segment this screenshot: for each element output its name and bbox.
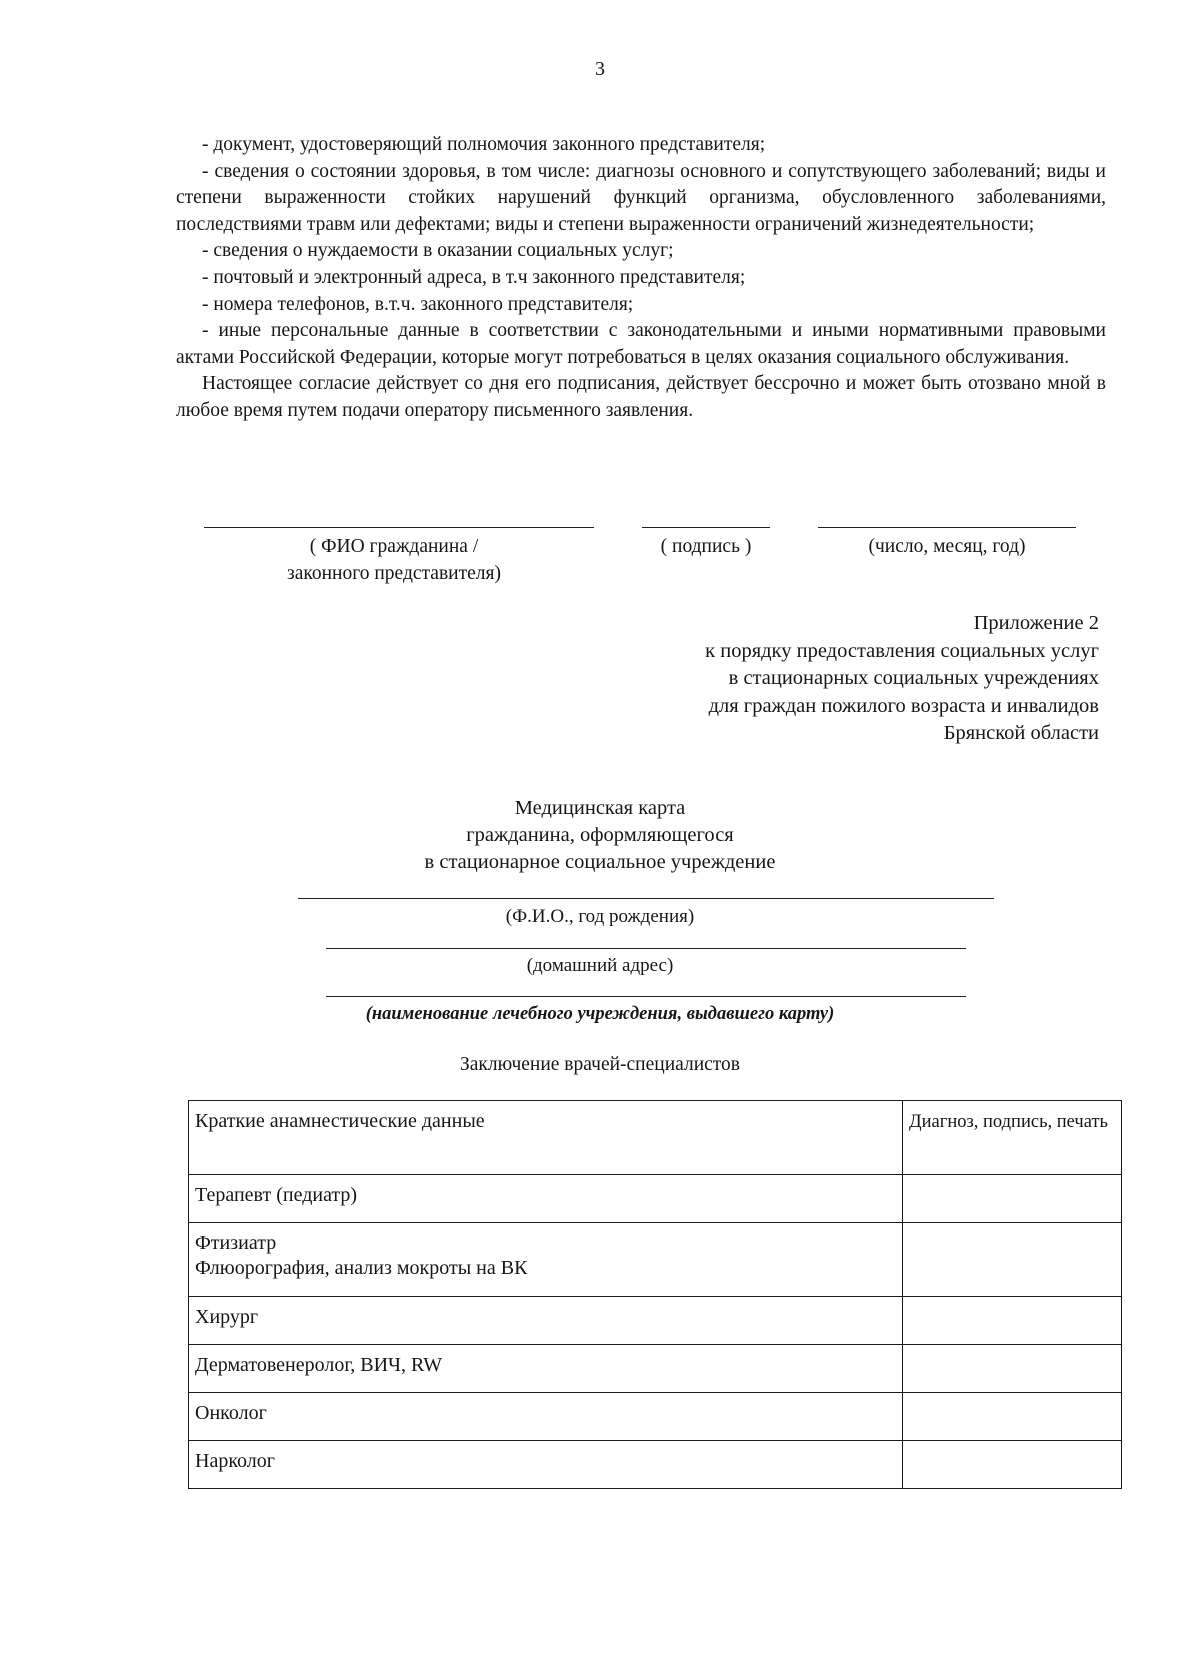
page-number: 3 bbox=[595, 58, 605, 80]
header-anamnesis-cell bbox=[189, 1101, 903, 1175]
home-address-caption: (домашний адрес) bbox=[526, 955, 674, 976]
date-signature-line bbox=[818, 527, 1076, 528]
appendix-line: Брянской области bbox=[943, 722, 1099, 744]
table-header-row bbox=[189, 1101, 1122, 1175]
table-row bbox=[189, 1223, 1122, 1297]
appendix-line: к порядку предоставления социальных услуг bbox=[705, 639, 1099, 662]
list-item: - иные персональные данные в соответствии с законодательными и иными нормативными правовыми актами Российской Федерации, которые могут потребоваться в целях оказания социального обслуживания. bbox=[176, 320, 1106, 368]
specialist-cell bbox=[189, 1345, 903, 1393]
specialist-name: Нарколог bbox=[195, 1450, 275, 1472]
specialist-name: Хирург bbox=[195, 1306, 259, 1328]
consent-validity-paragraph: Настоящее согласие действует со дня его подписания, действует бессрочно и может быть отозвано мной в любое время путем подачи оператору письменного заявления. bbox=[176, 373, 1106, 421]
conclusion-title: Заключение врачей-специалистов bbox=[459, 1054, 741, 1075]
specialist-name: Терапевт (педиатр) bbox=[195, 1184, 358, 1206]
table-row bbox=[189, 1393, 1122, 1441]
table-row bbox=[189, 1441, 1122, 1489]
list-item: - документ, удостоверяющий полномочия законного представителя; bbox=[202, 134, 766, 155]
appendix-line: для граждан пожилого возраста и инвалидов bbox=[708, 694, 1099, 717]
specialist-cell bbox=[189, 1223, 903, 1297]
appendix-number: Приложение 2 bbox=[973, 612, 1099, 634]
specialists-table bbox=[188, 1100, 1122, 1489]
header-anamnesis-label: Краткие анамнестические данные bbox=[195, 1110, 485, 1132]
list-item: - почтовый и электронный адреса, в т.ч законного представителя; bbox=[202, 266, 746, 288]
home-address-field-line bbox=[326, 948, 966, 949]
specialist-cell bbox=[189, 1393, 903, 1441]
specialist-note: Флюорография, анализ мокроты на ВК bbox=[195, 1257, 528, 1279]
diagnosis-cell bbox=[903, 1223, 1122, 1297]
title-line: в стационарное социальное учреждение bbox=[424, 851, 776, 873]
diagnosis-cell bbox=[903, 1175, 1122, 1223]
signature-line bbox=[642, 527, 770, 528]
specialist-name: Дерматовенеролог, ВИЧ, RW bbox=[195, 1354, 443, 1376]
specialist-name: Фтизиатр bbox=[195, 1232, 277, 1254]
fio-caption bbox=[244, 533, 544, 587]
institution-caption: (наименование лечебного учреждения, выдавшего карту) bbox=[365, 1004, 835, 1024]
diagnosis-cell bbox=[903, 1441, 1122, 1489]
list-item: - номера телефонов, в.т.ч. законного представителя; bbox=[202, 293, 634, 315]
list-item: - сведения о нуждаемости в оказании социальных услуг; bbox=[202, 240, 674, 262]
header-diagnosis-label: Диагноз, подпись, печать bbox=[909, 1112, 1108, 1132]
specialist-cell bbox=[189, 1441, 903, 1489]
table-row bbox=[189, 1345, 1122, 1393]
diagnosis-cell bbox=[903, 1297, 1122, 1345]
appendix-header bbox=[705, 610, 1099, 748]
fio-birth-caption: (Ф.И.О., год рождения) bbox=[505, 906, 695, 927]
table-row bbox=[189, 1297, 1122, 1345]
diagnosis-cell bbox=[903, 1393, 1122, 1441]
list-item: - сведения о состоянии здоровья, в том числе: диагнозы основного и сопутствующего заболеваний; виды и степени выраженности стойких нарушений функций организма, обусловленного заболеваниями, последствиями травм или дефектами; виды и степени выраженности ограничений жизнедеятельности; bbox=[176, 160, 1106, 235]
appendix-line: в стационарных социальных учреждениях bbox=[728, 667, 1099, 689]
title-line: гражданина, оформляющегося bbox=[466, 824, 734, 846]
header-diagnosis-cell bbox=[903, 1101, 1122, 1175]
specialist-cell bbox=[189, 1297, 903, 1345]
fio-signature-line bbox=[204, 527, 594, 528]
consent-text bbox=[176, 132, 1106, 425]
title-line: Медицинская карта bbox=[514, 797, 686, 819]
fio-caption-line2: законного представителя) bbox=[287, 563, 501, 584]
fio-birth-field-line bbox=[298, 898, 994, 899]
specialist-cell bbox=[189, 1175, 903, 1223]
institution-field-line bbox=[326, 996, 966, 997]
diagnosis-cell bbox=[903, 1345, 1122, 1393]
fio-caption-line1: ( ФИО гражданина / bbox=[309, 536, 479, 557]
date-caption: (число, месяц, год) bbox=[868, 536, 1026, 557]
table-row bbox=[189, 1175, 1122, 1223]
signature-caption: ( подпись ) bbox=[660, 536, 752, 557]
medical-card-title bbox=[0, 795, 1200, 876]
specialist-name: Онколог bbox=[195, 1402, 267, 1424]
